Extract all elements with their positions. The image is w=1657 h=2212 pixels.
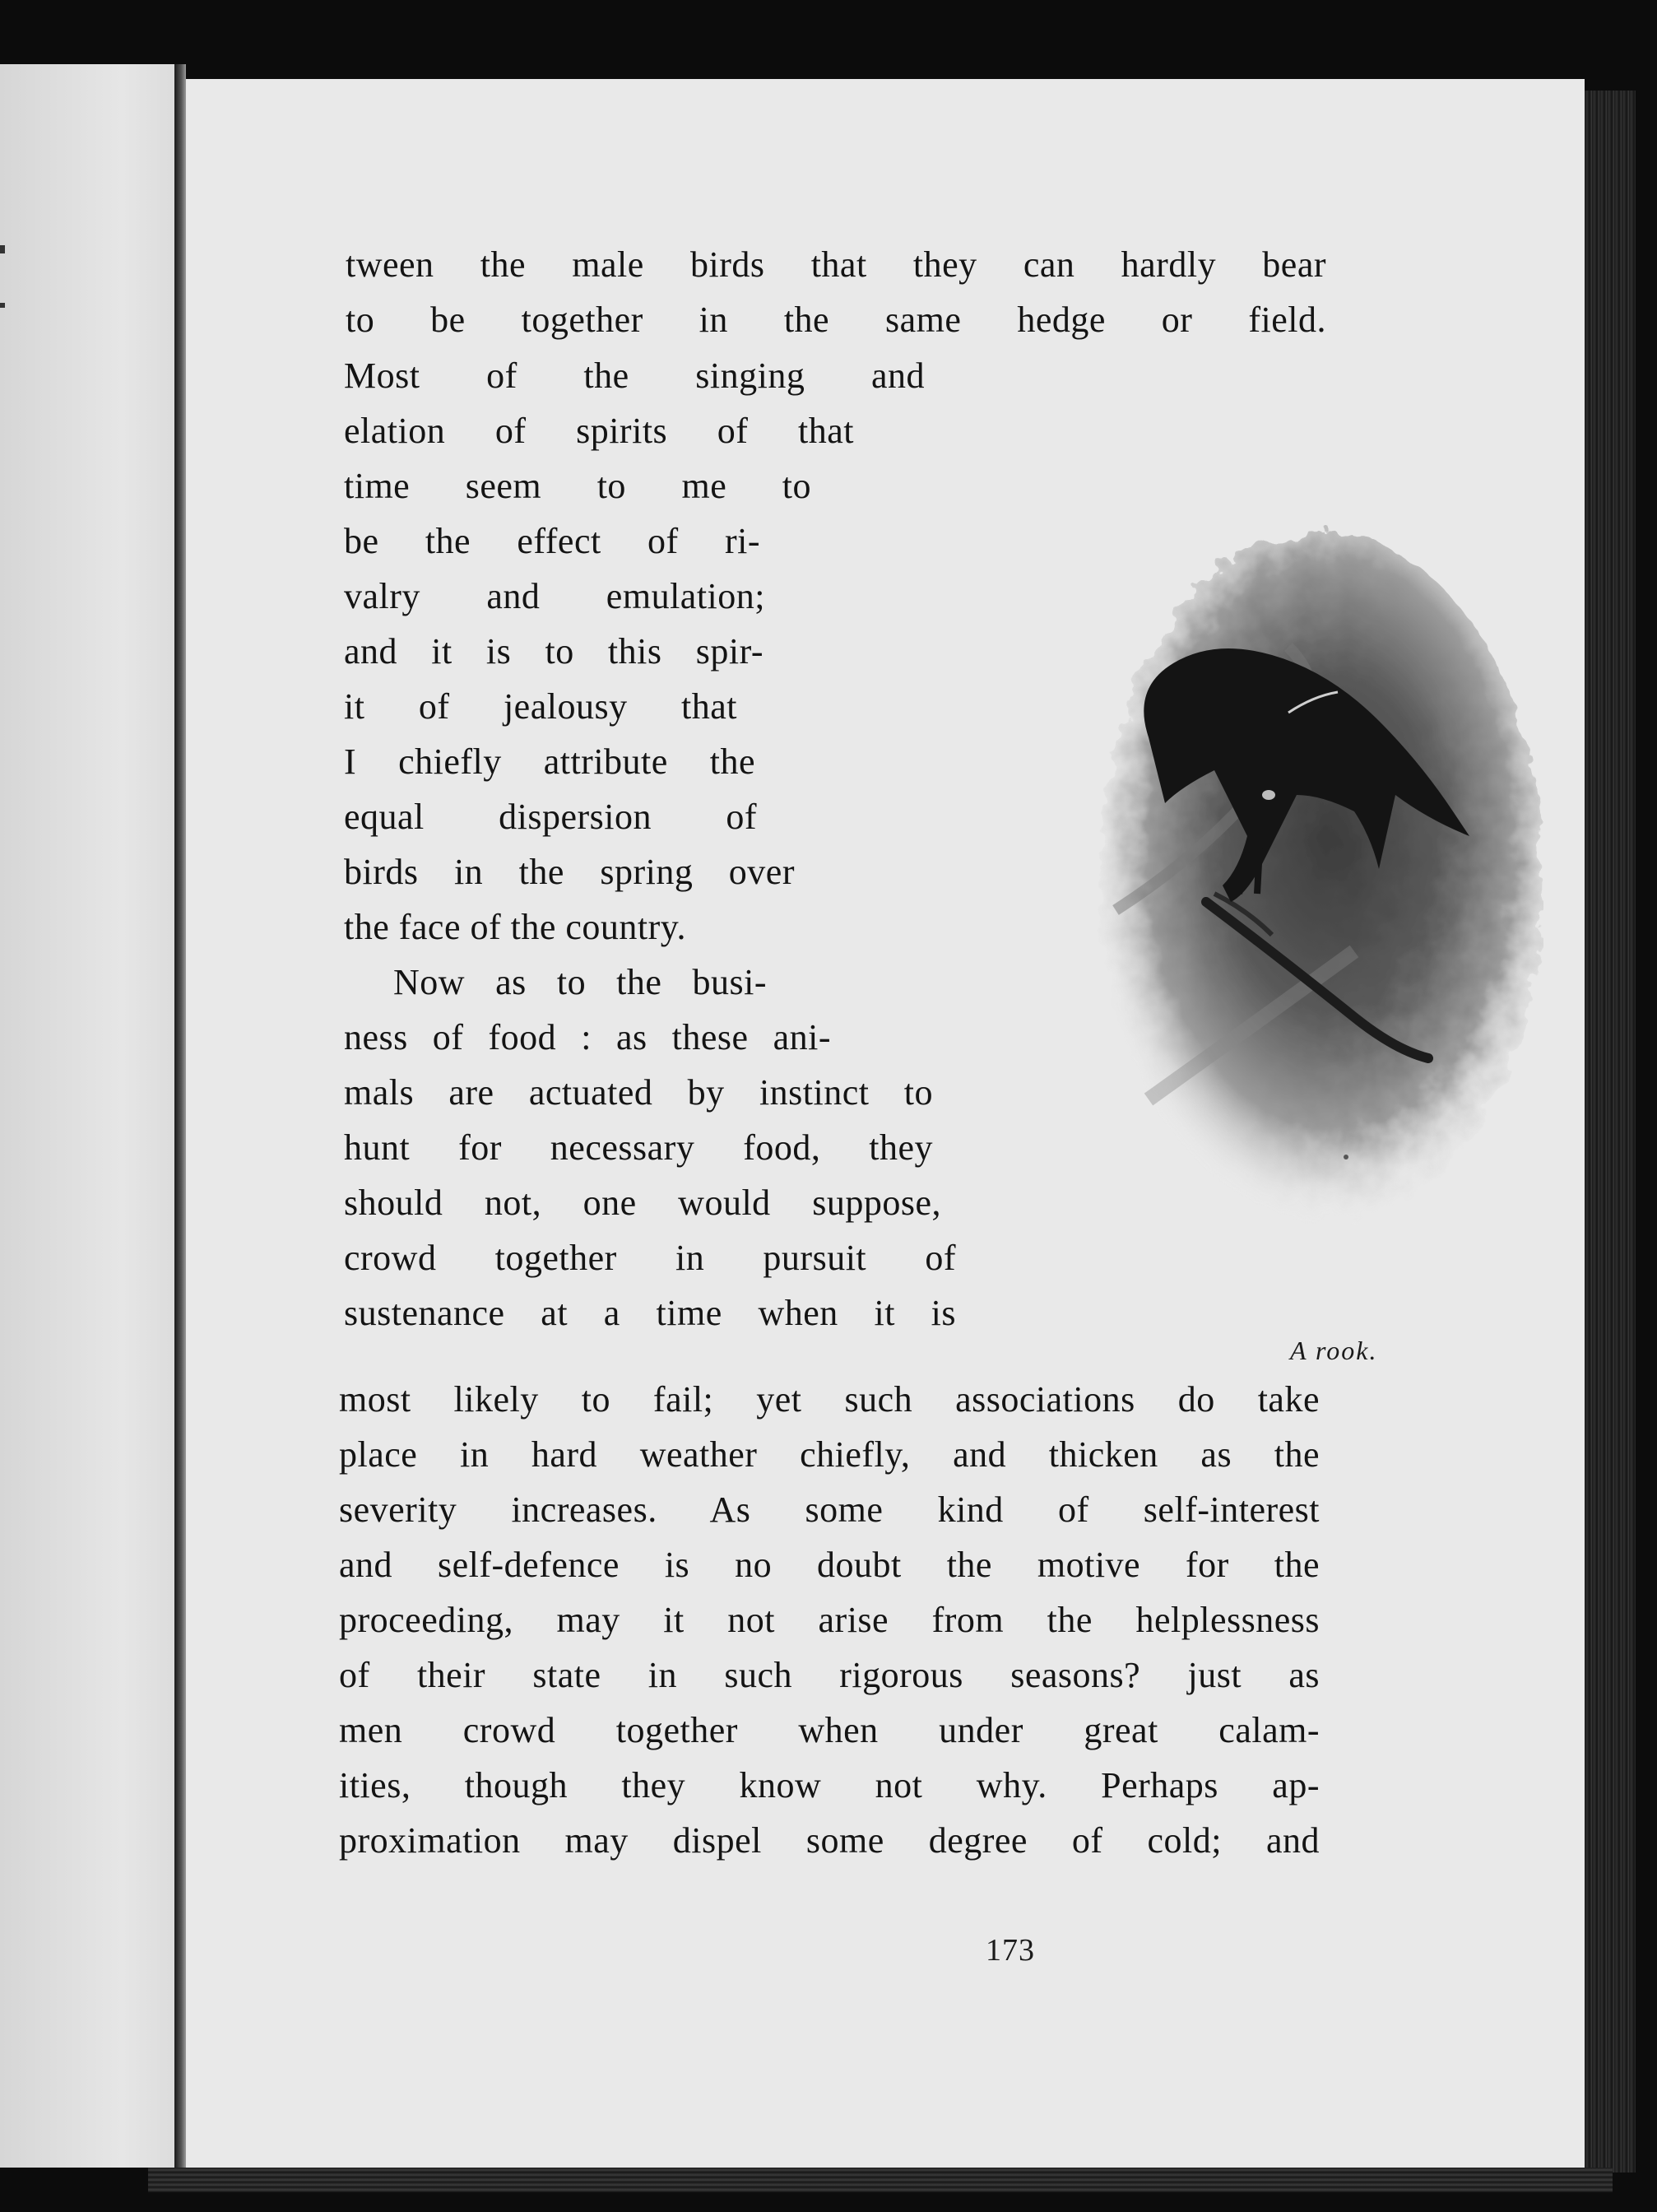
text-line: equal dispersion of [344, 797, 757, 837]
text-line: ities, though they know not why. Perhaps ap- [339, 1765, 1320, 1805]
text-line: severity increases. As some kind of self-interest [339, 1489, 1320, 1530]
text-line: crowd together in pursuit of [344, 1238, 956, 1278]
text-line: place in hard weather chiefly, and thicken as the [339, 1434, 1320, 1475]
page-stack-bottom-edge [148, 2168, 1613, 2192]
page-stack-edge [1585, 91, 1636, 2172]
previous-page-mark [0, 303, 5, 308]
text-line: hunt for necessary food, they [344, 1127, 933, 1168]
previous-page-edge [0, 64, 174, 2168]
text-line: proceeding, may it not arise from the helplessness [339, 1600, 1320, 1640]
book-page [186, 79, 1585, 2168]
text-line: the face of the country. [344, 907, 686, 947]
text-line: it of jealousy that [344, 686, 737, 727]
text-line: of their state in such rigorous seasons? just as [339, 1655, 1320, 1695]
book-gutter [174, 64, 186, 2168]
text-line: elation of spirits of that [344, 411, 854, 451]
text-line: Now as to the busi- [393, 962, 767, 1002]
page-number: 173 [986, 1933, 1035, 1968]
text-line: valry and emulation; [344, 576, 765, 616]
text-line: men crowd together when under great calam- [339, 1710, 1320, 1750]
previous-page-mark [0, 245, 5, 253]
rook-illustration [1083, 523, 1543, 1239]
text-line: time seem to me to [344, 466, 811, 506]
text-line: and it is to this spir- [344, 631, 764, 672]
illustration-caption: A rook. [1290, 1336, 1378, 1365]
text-line: sustenance at a time when it is [344, 1293, 956, 1333]
text-line: should not, one would suppose, [344, 1183, 941, 1223]
text-line: Most of the singing and [344, 356, 925, 396]
text-line: be the effect of ri- [344, 521, 760, 561]
text-line: most likely to fail; yet such associations do take [339, 1379, 1320, 1420]
text-line: proximation may dispel some degree of cold; and [339, 1820, 1320, 1861]
text-line: tween the male birds that they can hardly bear [346, 244, 1326, 285]
text-line: to be together in the same hedge or field. [346, 300, 1326, 340]
text-line: mals are actuated by instinct to [344, 1072, 933, 1113]
text-line: birds in the spring over [344, 852, 795, 892]
text-line: and self-defence is no doubt the motive for the [339, 1545, 1320, 1585]
text-line: I chiefly attribute the [344, 741, 755, 782]
text-line: ness of food : as these ani- [344, 1017, 831, 1057]
